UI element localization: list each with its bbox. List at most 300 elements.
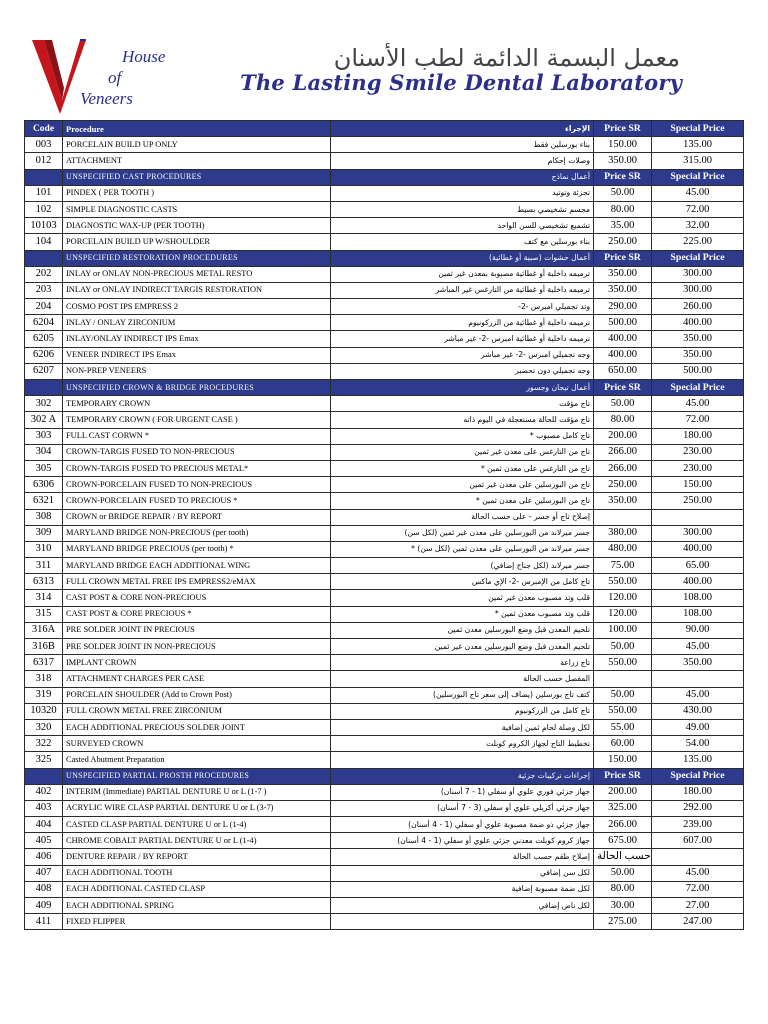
logo-word-house: House [122,47,166,66]
row-code: 202 [25,266,63,282]
row-procedure: FULL CAST CORWN * [63,428,331,444]
table-row [25,234,744,250]
row-special-price: 350.00 [652,655,744,671]
table-row [25,185,744,201]
row-price: 550.00 [594,655,652,671]
row-procedure: INLAY or ONLAY INDIRECT TARGIS RESTORATION [63,282,331,298]
section-title: UNSPECIFIED PARTIAL PROSTH PROCEDURES [63,768,331,784]
row-special-price: 90.00 [652,622,744,638]
row-procedure-ar: لكل وصلة لحام ثمين إضافية [331,719,594,735]
table-row [25,655,744,671]
table-row [25,817,744,833]
row-special-price: 239.00 [652,817,744,833]
row-procedure-ar: تاج كامل من الإمبرس -2- الإي ماكس [331,574,594,590]
table-row [25,865,744,881]
col-header-price: Price SR [594,121,652,137]
section-special-price-label: Special Price [652,380,744,396]
row-special-price: 135.00 [652,137,744,153]
row-procedure-ar: تاج كامل من الزركونيوم [331,703,594,719]
section-header-row [25,380,744,396]
row-special-price: 32.00 [652,218,744,234]
row-price: 55.00 [594,719,652,735]
row-price: 500.00 [594,315,652,331]
table-row [25,347,744,363]
row-code: 325 [25,752,63,768]
row-procedure-ar [331,914,594,930]
house-of-veneers-logo [30,38,170,118]
lab-title-arabic: معمل البسمة الدائمة لطب الأسنان [333,44,680,72]
section-title-ar: إجراءات تركيبات جزئية [331,768,594,784]
row-price: 266.00 [594,444,652,460]
row-price: 80.00 [594,881,652,897]
row-price: 100.00 [594,622,652,638]
row-procedure: EACH ADDITIONAL TOOTH [63,865,331,881]
table-row [25,493,744,509]
row-special-price: 45.00 [652,687,744,703]
row-procedure-ar: كتف تاج بورسلين (يضاف إلى سعر تاج البورسلين) [331,687,594,703]
row-special-price: 72.00 [652,881,744,897]
row-procedure: INTERIM (Immediate) PARTIAL DENTURE U or L (1-7 ) [63,784,331,800]
row-special-price: 400.00 [652,315,744,331]
row-code: 411 [25,914,63,930]
row-special-price: 247.00 [652,914,744,930]
logo-text [78,48,165,111]
row-price: 350.00 [594,493,652,509]
row-procedure-ar: تاج كامل مصبوب * [331,428,594,444]
section-code-cell [25,768,63,784]
row-procedure: MARYLAND BRIDGE NON-PRECIOUS (per tooth) [63,525,331,541]
table-row [25,509,744,525]
row-special-price: 230.00 [652,460,744,476]
section-special-price-label: Special Price [652,169,744,185]
row-code: 303 [25,428,63,444]
row-code: 003 [25,137,63,153]
row-code: 6204 [25,315,63,331]
row-special-price: 260.00 [652,299,744,315]
row-special-price: 108.00 [652,590,744,606]
row-procedure-ar: تاج من البورسلين على معدن غير ثمين [331,477,594,493]
row-price: 120.00 [594,590,652,606]
row-price [594,671,652,687]
row-procedure: PINDEX ( PER TOOTH ) [63,185,331,201]
row-price: 650.00 [594,363,652,379]
row-price: 290.00 [594,299,652,315]
row-code: 308 [25,509,63,525]
row-price: 675.00 [594,833,652,849]
row-code: 407 [25,865,63,881]
row-procedure-ar: لكل سن إضافي [331,865,594,881]
section-price-label: Price SR [594,768,652,784]
row-special-price: 292.00 [652,800,744,816]
row-price: حسب الحالة [594,849,652,865]
row-special-price: 72.00 [652,201,744,217]
row-code: 302 [25,396,63,412]
row-procedure: SIMPLE DIAGNOSTIC CASTS [63,201,331,217]
logo-word-veneers: Veneers [80,89,133,108]
row-code: 6207 [25,363,63,379]
row-price: 400.00 [594,331,652,347]
row-code: 10320 [25,703,63,719]
row-price: 266.00 [594,817,652,833]
row-procedure: DENTURE REPAIR / BY REPORT [63,849,331,865]
table-row [25,428,744,444]
row-procedure-ar: تلحيم المعدن قبل وضع البورسلين معدن ثمين [331,622,594,638]
table-row [25,784,744,800]
table-row [25,153,744,169]
row-special-price: 45.00 [652,185,744,201]
row-price: 50.00 [594,639,652,655]
row-special-price: 300.00 [652,266,744,282]
row-price: 550.00 [594,574,652,590]
row-procedure-ar: ترميمه داخلية أو غطائية من التارغس غير المباشر [331,282,594,298]
section-special-price-label: Special Price [652,768,744,784]
row-special-price: 49.00 [652,719,744,735]
table-row [25,914,744,930]
row-price: 400.00 [594,347,652,363]
table-header-row [25,121,744,137]
row-price: 120.00 [594,606,652,622]
row-procedure: IMPLANT CROWN [63,655,331,671]
table-row [25,218,744,234]
row-special-price: 400.00 [652,541,744,557]
row-code: 6206 [25,347,63,363]
row-code: 305 [25,460,63,476]
row-price: 150.00 [594,752,652,768]
row-procedure: FULL CROWN METAL FREE IPS EMPRESS2/eMAX [63,574,331,590]
table-row [25,800,744,816]
table-row [25,671,744,687]
row-price: 50.00 [594,396,652,412]
table-row [25,898,744,914]
section-title-ar: أعمال تيجان وجسور [331,380,594,396]
row-procedure: SURVEYED CROWN [63,736,331,752]
section-header-row [25,250,744,266]
row-procedure: CROWN or BRIDGE REPAIR / BY REPORT [63,509,331,525]
row-special-price: 350.00 [652,331,744,347]
row-code: 302 A [25,412,63,428]
row-procedure: VENEER INDIRECT IPS Emax [63,347,331,363]
row-procedure: EACH ADDITIONAL SPRING [63,898,331,914]
row-code: 6321 [25,493,63,509]
row-code: 311 [25,558,63,574]
table-row [25,460,744,476]
row-procedure-ar: تخطيط التاج لجهاز الكروم كوبلت [331,736,594,752]
row-price: 350.00 [594,266,652,282]
row-procedure-ar: بناء بورسلين مع كتف [331,234,594,250]
row-special-price [652,509,744,525]
row-special-price [652,671,744,687]
row-code: 203 [25,282,63,298]
row-procedure-ar: تاج مؤقت [331,396,594,412]
row-special-price: 607.00 [652,833,744,849]
section-code-cell [25,380,63,396]
row-procedure: CROWN-TARGIS FUSED TO NON-PRECIOUS [63,444,331,460]
section-code-cell [25,250,63,266]
row-procedure-ar: تاج من التارغس على معدن غير ثمين [331,444,594,460]
row-code: 315 [25,606,63,622]
col-header-procedure-ar: الإجراء [331,121,594,137]
row-procedure: CROWN-PORCELAIN FUSED TO NON-PRECIOUS [63,477,331,493]
row-special-price: 54.00 [652,736,744,752]
row-procedure-ar: تاج زراعة [331,655,594,671]
section-title: UNSPECIFIED RESTORATION PROCEDURES [63,250,331,266]
table-row [25,606,744,622]
table-row [25,639,744,655]
row-procedure-ar: إصلاح تاج أو جسر - على حسب الحالة [331,509,594,525]
row-special-price: 400.00 [652,574,744,590]
table-row [25,396,744,412]
row-special-price: 250.00 [652,493,744,509]
row-procedure-ar: وجه تجميلي دون تحضير [331,363,594,379]
row-procedure: CAST POST & CORE NON-PRECIOUS [63,590,331,606]
row-code: 309 [25,525,63,541]
table-row [25,622,744,638]
row-procedure: Casted Abutment Preparation [63,752,331,768]
row-code: 406 [25,849,63,865]
section-price-label: Price SR [594,380,652,396]
row-special-price: 225.00 [652,234,744,250]
row-procedure: PORCELAIN SHOULDER (Add to Crown Post) [63,687,331,703]
row-procedure-ar: جهاز جزئي ذو ضمة مصبوبة علوي أو سفلي (1 - 4 أسنان) [331,817,594,833]
col-header-special-price: Special Price [652,121,744,137]
row-special-price: 180.00 [652,428,744,444]
row-procedure: PORCELAIN BUILD UP W/SHOULDER [63,234,331,250]
row-procedure-ar: ترميمه داخلية أو غطائية مصبوبة بمعدن غير ثمين [331,266,594,282]
row-special-price: 500.00 [652,363,744,379]
section-title: UNSPECIFIED CAST PROCEDURES [63,169,331,185]
row-procedure: COSMO POST IPS EMPRESS 2 [63,299,331,315]
row-procedure: FULL CROWN METAL FREE ZIRCONIUM [63,703,331,719]
row-code: 6317 [25,655,63,671]
table-row [25,687,744,703]
section-title-ar: أعمال نماذج [331,169,594,185]
table-row [25,363,744,379]
row-price: 30.00 [594,898,652,914]
row-procedure-ar: ترميمه داخلية أو غطائية من الزركونيوم [331,315,594,331]
row-price: 80.00 [594,201,652,217]
section-header-row [25,169,744,185]
row-code: 314 [25,590,63,606]
row-special-price: 135.00 [652,752,744,768]
row-procedure: TEMPORARY CROWN [63,396,331,412]
row-price: 75.00 [594,558,652,574]
row-special-price: 350.00 [652,347,744,363]
row-procedure: ACRYLIC WIRE CLASP PARTIAL DENTURE U or L (3-7) [63,800,331,816]
row-procedure-ar: بناء بورسلين فقط [331,137,594,153]
row-procedure: CROWN-TARGIS FUSED TO PRECIOUS METAL* [63,460,331,476]
section-price-label: Price SR [594,169,652,185]
row-price: 480.00 [594,541,652,557]
row-code: 012 [25,153,63,169]
row-special-price: 180.00 [652,784,744,800]
row-special-price: 27.00 [652,898,744,914]
row-procedure-ar: جسر ميرلاند (لكل جناح إضافي) [331,558,594,574]
row-price: 380.00 [594,525,652,541]
row-procedure: MARYLAND BRIDGE EACH ADDITIONAL WING [63,558,331,574]
row-code: 318 [25,671,63,687]
row-special-price: 430.00 [652,703,744,719]
section-special-price-label: Special Price [652,250,744,266]
row-code: 6205 [25,331,63,347]
table-row [25,315,744,331]
row-procedure: CROWN-PORCELAIN FUSED TO PRECIOUS * [63,493,331,509]
row-procedure: PRE SOLDER JOINT IN PRECIOUS [63,622,331,638]
row-special-price: 150.00 [652,477,744,493]
col-header-code: Code [25,121,63,137]
row-procedure-ar: لكل ضمة مصبوبة إضافية [331,881,594,897]
table-row [25,299,744,315]
row-price: 266.00 [594,460,652,476]
table-row [25,752,744,768]
table-row [25,703,744,719]
row-procedure: ATTACHMENT CHARGES PER CASE [63,671,331,687]
row-procedure-ar: جهاز جزئي أكريلي علوي أو سفلي (3 - 7 أسنان) [331,800,594,816]
row-price: 350.00 [594,282,652,298]
row-procedure-ar: وجه تجميلي امبرس -2- غير مباشر [331,347,594,363]
row-procedure-ar: قلب وتد مصبوب معدن غير ثمين [331,590,594,606]
row-procedure: CASTED CLASP PARTIAL DENTURE U or L (1-4) [63,817,331,833]
row-procedure-ar: وصلات إحكام [331,153,594,169]
row-code: 304 [25,444,63,460]
row-special-price: 65.00 [652,558,744,574]
lab-title-english: The Lasting Smile Dental Laboratory [240,70,682,95]
row-procedure: INLAY/ONLAY INDIRECT IPS Emax [63,331,331,347]
row-procedure-ar: ترميمه داخلية أو غطائية امبرس -2- غير مباشر [331,331,594,347]
table-row [25,201,744,217]
row-code: 102 [25,201,63,217]
row-procedure-ar: وتد تجميلي امبرس -2- [331,299,594,315]
row-code: 101 [25,185,63,201]
table-row [25,525,744,541]
row-price: 50.00 [594,185,652,201]
row-procedure: EACH ADDITIONAL PRECIOUS SOLDER JOINT [63,719,331,735]
row-price: 250.00 [594,234,652,250]
row-code: 322 [25,736,63,752]
row-price: 550.00 [594,703,652,719]
table-row [25,558,744,574]
row-procedure-ar: جهاز كروم كوبلت معدني جزئي علوي أو سفلي (1 - 4 أسنان) [331,833,594,849]
row-procedure-ar: مجسم تشخيصي بسيط [331,201,594,217]
row-procedure-ar: تاج من التارغس على معدن ثمين * [331,460,594,476]
row-code: 404 [25,817,63,833]
row-procedure: EACH ADDITIONAL CASTED CLASP [63,881,331,897]
row-code: 409 [25,898,63,914]
table-row [25,282,744,298]
table-row [25,137,744,153]
row-code: 6313 [25,574,63,590]
table-row [25,541,744,557]
table-row [25,266,744,282]
row-special-price: 45.00 [652,865,744,881]
row-special-price: 108.00 [652,606,744,622]
section-code-cell [25,169,63,185]
row-price: 150.00 [594,137,652,153]
row-procedure-ar: تاج من البورسلين على معدن ثمين * [331,493,594,509]
row-price: 200.00 [594,428,652,444]
row-procedure: DIAGNOSTIC WAX-UP (PER TOOTH) [63,218,331,234]
row-procedure-ar: لكل ناض إضافي [331,898,594,914]
row-procedure-ar: تشميع تشخيصي للسن الواحد [331,218,594,234]
table-row [25,881,744,897]
section-price-label: Price SR [594,250,652,266]
row-procedure: ATTACHMENT [63,153,331,169]
row-procedure: INLAY / ONLAY ZIRCONIUM [63,315,331,331]
row-special-price: 300.00 [652,282,744,298]
row-price: 200.00 [594,784,652,800]
row-code: 403 [25,800,63,816]
row-code: 320 [25,719,63,735]
section-header-row [25,768,744,784]
row-procedure: CHROME COBALT PARTIAL DENTURE U or L (1-4) [63,833,331,849]
row-price: 50.00 [594,865,652,881]
table-row [25,444,744,460]
row-code: 402 [25,784,63,800]
section-title: UNSPECIFIED CROWN & BRIDGE PROCEDURES [63,380,331,396]
table-row [25,331,744,347]
row-special-price [652,849,744,865]
row-procedure-ar: جسر ميرلاند من البورسلين على معدن ثمين (لكل سن) * [331,541,594,557]
row-special-price: 315.00 [652,153,744,169]
row-procedure: MARYLAND BRIDGE PRECIOUS (per tooth) * [63,541,331,557]
row-code: 10103 [25,218,63,234]
row-procedure-ar: تجزئة وتوتيد [331,185,594,201]
table-row [25,412,744,428]
row-procedure-ar [331,752,594,768]
row-procedure: FIXED FLIPPER [63,914,331,930]
row-price: 325.00 [594,800,652,816]
section-title-ar: أعمال حشوات (صبية أو غطائية) [331,250,594,266]
row-procedure-ar: تلحيم المعدن قبل وضع البورسلين معدن غير ثمين [331,639,594,655]
row-procedure: INLAY or ONLAY NON-PRECIOUS METAL RESTO [63,266,331,282]
row-special-price: 230.00 [652,444,744,460]
row-price: 80.00 [594,412,652,428]
row-procedure: PORCELAIN BUILD UP ONLY [63,137,331,153]
row-procedure-ar: جهاز جزئي فوري علوي أو سفلي (1 - 7 أسنان) [331,784,594,800]
row-code: 204 [25,299,63,315]
table-row [25,833,744,849]
row-code: 6306 [25,477,63,493]
row-price [594,509,652,525]
price-table [24,120,744,930]
row-price: 275.00 [594,914,652,930]
row-procedure-ar: تاج مؤقت للحالة مستعجلة في اليوم ذاته [331,412,594,428]
row-code: 405 [25,833,63,849]
row-price: 50.00 [594,687,652,703]
table-row [25,849,744,865]
table-row [25,590,744,606]
row-special-price: 45.00 [652,396,744,412]
row-code: 316B [25,639,63,655]
row-procedure: TEMPORARY CROWN ( FOR URGENT CASE ) [63,412,331,428]
row-procedure: CAST POST & CORE PRECIOUS * [63,606,331,622]
row-special-price: 45.00 [652,639,744,655]
row-special-price: 72.00 [652,412,744,428]
row-price: 350.00 [594,153,652,169]
row-code: 319 [25,687,63,703]
row-procedure-ar: إصلاح طقم حسب الحالة [331,849,594,865]
row-procedure-ar: المفصل حسب الحالة [331,671,594,687]
row-procedure: NON-PREP VENEERS [63,363,331,379]
row-price: 60.00 [594,736,652,752]
row-special-price: 300.00 [652,525,744,541]
table-row [25,719,744,735]
row-procedure: PRE SOLDER JOINT IN NON-PRECIOUS [63,639,331,655]
logo-word-of: of [108,68,122,87]
table-row [25,477,744,493]
row-code: 316A [25,622,63,638]
table-row [25,574,744,590]
row-code: 310 [25,541,63,557]
